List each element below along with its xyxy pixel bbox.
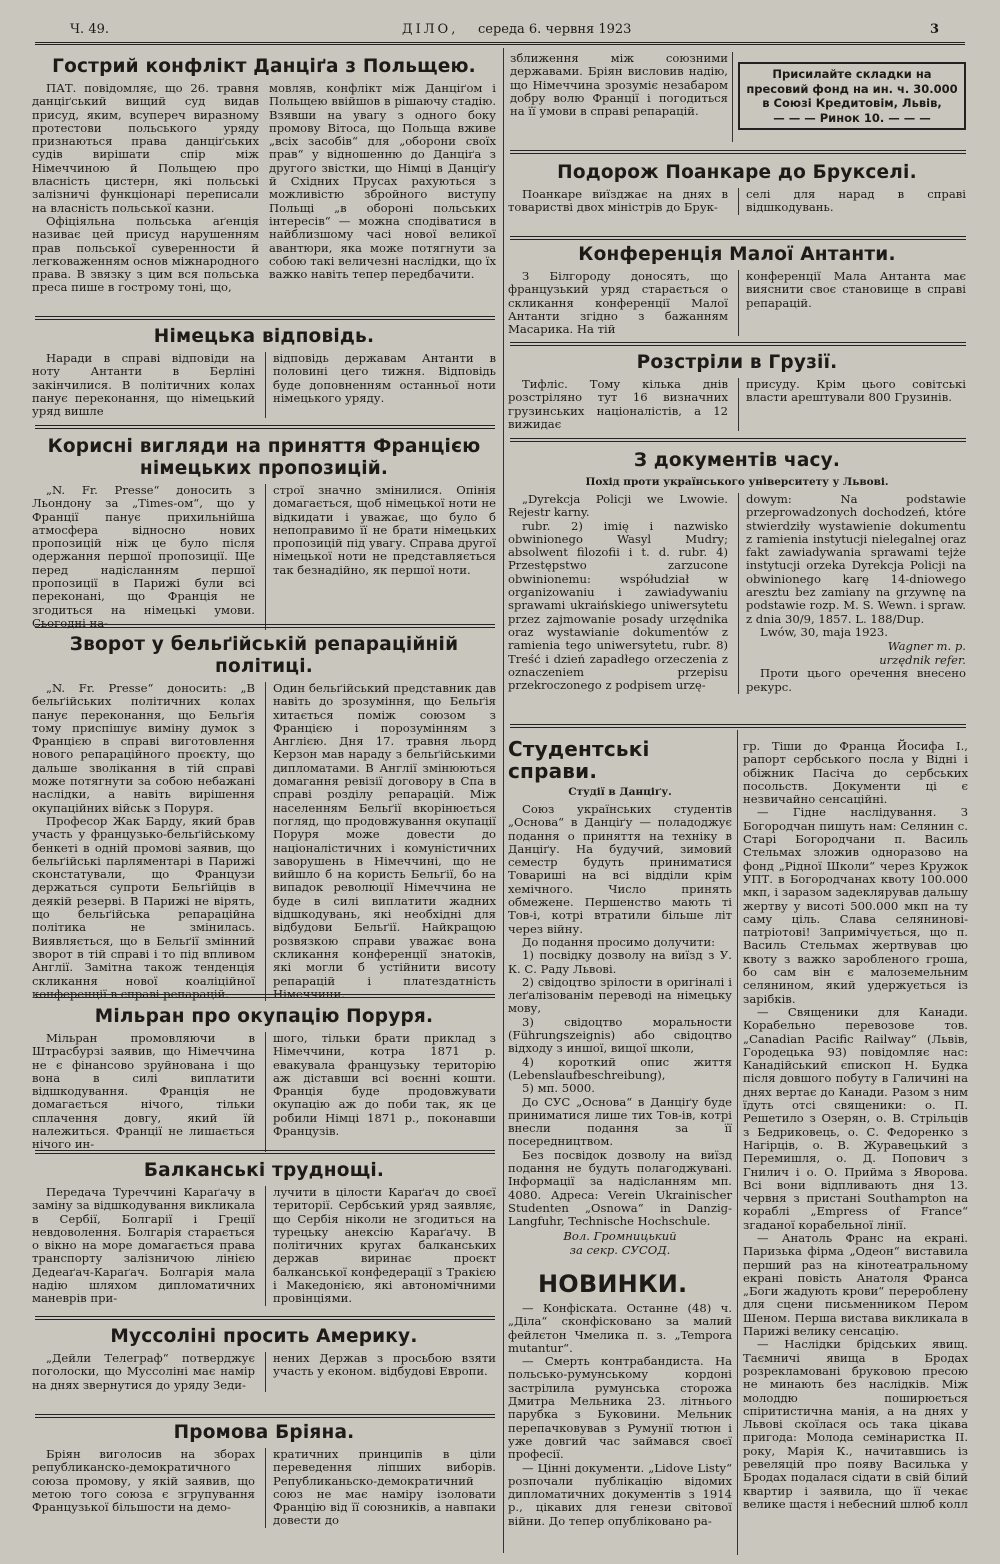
section-rule	[35, 1316, 495, 1320]
news-item: — Анатоль Франс на екрані. Паризька фірма „Одеон“ виставила перший раз на кінотеатральному екрані повість Анатоля Франса „Боги жадують крови“ перероблену для сцени письменником Пером Шеном. Перша вистава викликала в Парижі велику сенсацію.	[743, 1230, 968, 1339]
article-title: Мільран про окупацію Поруря.	[94, 1006, 434, 1027]
article-title: Балканські труднощі.	[143, 1160, 385, 1181]
news-item: гр. Тіши до Франца Йосифа I., рапорт сербського посла у Відні і обіжник Пасіча до сербських посольств. Документи ці є незвичайно сенсаційні.	[743, 739, 968, 807]
article-text: „N. Fr. Presse“ доносить: „В бельґійських політичних колах панує переконання, що Бельґія тому приспішує виміну думок з Францією в справі виготовлення нового репараційного проєкту, що дальше зволікання в тій справі може потягнути за собою небажані наслідки, а навіть вирішення окупаційних військ з Поруря.	[32, 681, 255, 815]
news-item: — Гідне наслідування. З Богородчан пишуть нам: Селянин с. Старі Богородчани п. Василь Стельмах зложив одноразово на фонд „Рідної Школи“ через Кружок УПТ. в Богородчанах квоту 100.000 мкп, і заразом задеклярував дальшу жертву у висоті 500.000 мкп на ту саму ціль. Слава селянинові-патріотові! Запримічується, що п. Василь Стельмах жертвував цю квоту з важко заробленого гроша, бо сам він є малоземельним селянином, який удержується із зарібків.	[743, 805, 968, 1006]
section-rule	[510, 150, 966, 154]
article-text: rubr. 2) imię i nazwisko obwinionego Wasyl Mudry; absolwent filozofii i t. d. rubr. 4) Przestępstwo zarzucone obwinionemu: współudział w organizowaniu i zawiadywaniu sprawami ukraińskiego uniwersytetu przez zajmowanie posady urzędnika oraz wystawianie dokumentów z ramienia tego uniwersytetu, rubr. 8) Treść i dzień zapadłego orzeczenia z oznaczeniem przepisu przekroczonego z podpisem urzę-	[508, 518, 728, 693]
article-belgian-turn	[32, 634, 496, 1001]
section-rule	[510, 236, 966, 240]
ad-line: — — — Ринок 10. — — —	[773, 110, 931, 125]
column-divider	[737, 730, 738, 1555]
news-item: — Цінні документи. „Lidove Listy“ розпочали публікацію відомих дипломатичних документів з 1914 р., цікавих для генези світової війни. До тепер опубліковано ра-	[508, 1460, 732, 1528]
news-item: — Наслідки брідських явищ. Таємничі явища в Бродах розрекламовані бруковою пресою не минають без наслідків. Між молоддю поширюється спіритистична манія, а на днях у Львові скоїлася ось така цікава пригода: Молода семінаристка II. року, Марія К., начитавшись із ревеляцій про появу Василька у Бродах подалася сідати в свій білий квартир і заявила, що її чекає велике щастя і небесний шлюб колл	[743, 1337, 968, 1511]
article-text: конференції Мала Антанта має вияснити своє становище в справі репарацій.	[746, 269, 966, 310]
issue-date: середа 6. червня 1923	[478, 22, 632, 37]
article-text: лучити в цілости Караґач до своєї території. Сербський уряд заявляє, що Сербія ніколи не згодиться на турецьку анексію Караґачу. В політичних кругах балканських держав виринає проєкт балканської конфедерації з Тракією і Македонією, які автономічними провінціями.	[273, 1185, 496, 1306]
article-text: Мільран промовляючи в Штрасбурзі заявив, що Німеччина не є фінансово зруйнована і що вона в силі виплатити відшкодування. Франція не домагається нічого, тільки сплачення довгу, який їй належиться. Франції не лишається нічого ин-	[32, 1031, 255, 1152]
article-little-entente	[508, 244, 966, 336]
section-rule	[35, 624, 495, 628]
list-item: 5) мп. 5000.	[522, 1081, 595, 1096]
article-poincare	[508, 162, 966, 234]
article-subtitle: Похід проти українського університету у Львові.	[585, 476, 889, 488]
page-number: 3	[930, 22, 940, 37]
article-students	[508, 738, 732, 1298]
column-divider	[732, 52, 733, 142]
article-text: Передача Туреччині Караґачу в заміну за відшкодування викликала в Сербії, Болгарії і Греції невдоволення. Болгарія старається о вікно на море домагається права транспорту залізничою лінією Дедеаґач-Караґач. Болгарія мала надію шляхом дипломатичних маневрів при-	[32, 1185, 255, 1306]
section-rule	[510, 342, 966, 346]
signature: Вол. Громницький	[563, 1228, 677, 1243]
article-text: строї значно змінилися. Опінія домагається, щоб німецької ноти не відкидати і уважає, що було б непоправимо її не брати німецьких пропозицій під увагу. Справа другої німецької ноти не представляється так безнадійно, як першої ноти.	[273, 483, 496, 577]
page-header	[42, 18, 962, 44]
article-title: Гострий конфлікт Данціґа з Польщею.	[52, 56, 476, 77]
article-millerand	[32, 1006, 496, 1152]
article-text: Lwów, 30, maja 1923.	[760, 624, 888, 639]
article-text: Проти цього оречення внесено рекурс.	[746, 666, 966, 694]
article-text: Один бельґійський представник дав навіть до зрозуміння, що Бельґія хитається поміж союзом з Францією і порозумінням з Англією. Дня 17. травня льорд Керзон мав нараду з бельґійськими дипломатами. В Англії змінюються домагання ревізії договору в Спа в справі розділу репарацій. Між населенням Бельґії вкорінюється погляд, що продовжування окупації Поруря може довести до націоналістичних і комуністичних заворушень в Німеччині, що не вийшло б на користь Бельґії, бо на випадок революції Німеччина не буде в силі виплатити жадних відшкодувань, які необхідні для відбудови Бельґії. Найкращою розвязкою справи уважає вона скликання конференції знатоків, які могли б устійнити висоту репарацій і платездатність Німеччини.	[273, 681, 496, 1001]
article-text: Поанкаре виїзджає на днях в товаристві двох міністрів до Брук-	[508, 187, 728, 215]
article-georgia	[508, 352, 966, 434]
news-item: — Смерть контрабандиста. На польсько-румунському кордоні застрілила румунська сторожа Дмитра Мельника 23. літнього парубка з Буковини. Мельник перепачковував з Румунії тютюн і уже довгий час займався своєї професії.	[508, 1354, 732, 1462]
list-item: 2) свідоцтво зрілости в оригіналі і леґалізованім переводі на німецьку мову,	[508, 974, 732, 1016]
article-text: шого, тільки брати приклад з Німеччини, котра 1871 р. евакувала французьку територію аж діставши всі воєнні кошти. Франція буде продовжувати окупацію аж до поби так, як це робили Німці 1871 р., поконавши Французів.	[273, 1031, 496, 1139]
section-rule	[510, 724, 966, 728]
article-title: Зворот у бельґійській репараційній політиці.	[69, 634, 459, 677]
article-text: Професор Жак Барду, який брав участь у французько-бельґійському бенкеті в одній промові заявив, що бельґійські парляментарі в Парижі сконстатували, що Французи держаться супроти Бельґійців в деякій резерві. В Парижі не вірять, що бельґійська репараційна політика не змінилась. Виявляється, що в Бельґії змінний зворот в тій справі і то під впливом Англії. Замітна також тенденція скликання нової коаліційної конференції в справі репарацій.	[32, 813, 255, 1001]
article-text: „Дейли Телеграф“ потверджує поголоски, що Муссоліні має намір на днях звернутися до уряду Зеди-	[32, 1351, 255, 1392]
article-briand	[32, 1422, 496, 1558]
signature: за секр. СУСОД.	[569, 1242, 671, 1257]
article-text: кратичних принципів в ціли переведення ліпших виборів. Републиканьско-демократичний союз не має наміру ізоловати Францію від її союзників, а навпаки довести до	[273, 1447, 496, 1528]
article-text: Бріян виголосив на зборах републиканско-демократичного союза промову, у якій заявив, що метою того союза є згрупування Французької більшости на демо-	[32, 1447, 255, 1515]
article-title: Розстріли в Грузії.	[636, 352, 838, 373]
article-title: Студентські справи.	[508, 737, 650, 783]
article-text: Без посвідок дозволу на виїзд подання не будуть полагоджувані. Інформації за надісланням мп. 4080. Адреса: Verein Ukrainischer Studenten „Osnowa“ in Danzig-Langfuhr, Technische Hochschule.	[508, 1147, 732, 1229]
section-rule	[35, 316, 495, 320]
ad-line: Присилайте складки на пресовий фонд на ин. ч. 30.000	[746, 67, 958, 96]
article-title: Муссоліні просить Америку.	[110, 1326, 418, 1347]
section-title: НОВИНКИ.	[538, 1270, 688, 1298]
section-rule	[35, 1150, 495, 1154]
article-mussolini	[32, 1326, 496, 1410]
article-text: відповідь державам Антанти в половині цего тижня. Відповідь буде доповненням останньої ноти німецького уряду.	[273, 351, 496, 405]
section-rule	[35, 425, 495, 429]
article-french-views	[32, 436, 496, 630]
article-title: Конференція Малої Антанти.	[578, 244, 896, 265]
section-rule	[510, 438, 966, 442]
article-text: Тифліс. Тому кілька днів розстріляно тут 16 визначних грузинських націоналістів, а 12 вижидає	[508, 377, 728, 431]
issue-number: Ч. 49.	[70, 22, 109, 37]
article-briand-continued	[510, 52, 728, 144]
press-fund-ad	[738, 62, 966, 140]
article-text: До подання просимо долучити:	[522, 934, 716, 949]
article-text: До СУС „Основа“ в Данціґу буде приниматися лише тих Тов-ів, котрі внесли подання за її посередництвом.	[508, 1094, 732, 1149]
article-text: Офіціяльна польська аґенція називає цей присуд нарушенням прав польської суверенности й легковаженням основ міжнародного права. В звязку з цим вся польська преса пише в гострому тоні, що,	[32, 213, 259, 295]
article-text: Союз українських студентів „Основа“ в Данціґу — поладоджує подання о приняття на техніку в Данціґу. На будучий, зимовий семестр будуть приниматися Товариші на всі відділи крім хемічного. Число принять обмежене. Першенство мають ті Тов-і, котрі втратили більше літ через війну.	[508, 802, 732, 936]
list-item: 4) короткий опис життя (Lebenslaufbeschreibung),	[508, 1054, 732, 1082]
article-title: З документів часу.	[633, 450, 841, 471]
header-rule	[35, 42, 965, 45]
section-rule	[35, 994, 495, 998]
column-divider	[503, 48, 504, 1553]
article-text: мовляв, конфлікт між Данціґом і Польщею ввійшов в рішаючу стадію. Взявши на увагу з одного боку промову Вітоса, що Польща вживе „всіх засобів“ для „оборони своїх прав“ у відношенню до Данціґа з другого звістки, що Німці в Данціґу й Східних Прусах рахуються з можливістю збройного виступу Польщі „в обороні польських інтересів“ — можна сподіватися в найблизшому часі нової великої авантюри, яка може потягнути за собою такі величезні наслідки, що їх важко навіть тепер передбачити.	[269, 81, 497, 282]
news-item: — Конфіската. Останне (48) ч. „Діла“ сконфісковано за малий фейлєтон Чмелика п. з. „Tempora mutantur“.	[508, 1301, 732, 1355]
article-text: присуду. Крім цього совітські власти арештували 800 Грузинів.	[746, 377, 966, 405]
article-text: З Білгороду доносять, що французький уряд старається о скликання конференції Малої Антанти згідно з бажанням Масарика. На тій	[508, 269, 728, 337]
article-documents	[508, 450, 966, 720]
list-item: 3) свідоцтво моральности (Führungszeignis) або свідоцтво відходу з иншої, вищої школи,	[508, 1014, 732, 1056]
article-text: нених Держав з просьбою взяти участь у економ. відбудові Европи.	[273, 1351, 496, 1379]
article-text: Наради в справі відповіди на ноту Антанти в Берліні закінчилися. В політичних колах панує переконання, що німецький уряд вишле	[32, 351, 255, 419]
list-item: 1) посвідку дозволу на виїзд з У. К. С. Раду Львові.	[508, 948, 732, 976]
article-text: ПАТ. повідомляє, що 26. травня данціґський вищий суд видав присуд, яким, всупереч виразному протестови польського уряду признаються права данціґських судів вирішати спір між Німеччиною й Польщею про власність цистерн, які польські залізничі функціонарі переписали на власність польської казни.	[32, 81, 259, 215]
signature: urzędnik refer.	[879, 653, 966, 668]
article-danzig	[32, 56, 496, 302]
news-section	[508, 1270, 732, 1560]
article-text: „N. Fr. Presse“ доносить з Льондону за „Times-ом“, що у Франції панує прихильнійша атмосфера відносно нових пропозицій ніж це було після одержання першої пропозиції. Ще перед надісланням першої пропозиції в Парижі були всі переконані, що Франція не згодиться на німецькі умови. Сьогодні на-	[32, 483, 255, 630]
article-text: селі для нарад в справі відшкодувань.	[746, 187, 966, 215]
ad-line: в Союзі Кредитовім, Львів,	[762, 96, 942, 110]
article-subtitle: Студії в Данціґу.	[568, 786, 672, 798]
article-german-reply	[32, 326, 496, 418]
article-text: dowym: Na podstawie przeprowadzonych dochodzeń, które stwierdziły wystawienie dokumentu z ramienia instytucji nielegalnej oraz fakt zawiadywania sprawami tejże instytucji orzeka Dyrekcja Policji na obwinionego karę 14-dniowego aresztu bez zamiany na grzywnę na podstawie rozp. M. S. Wewn. i spraw. z dnia 30/9, 1857. L. 188/Dup.	[746, 492, 966, 626]
ad-box	[738, 62, 966, 130]
news-section-continued	[743, 740, 968, 1558]
article-text: зближення між союзними державами. Бріян висловив надію, що Німеччина зрозуміє незабаром добру волю Франції і погодиться на її умови в справі репарацій.	[510, 51, 728, 119]
paper-name: ДІЛО,	[402, 22, 459, 37]
article-title: Подорож Поанкаре до Брукселі.	[557, 162, 917, 183]
article-title: Промова Бріяна.	[173, 1422, 355, 1443]
article-title: Німецька відповідь.	[153, 326, 375, 347]
signature: Wagner m. p.	[887, 639, 966, 654]
article-text: „Dyrekcja Policji we Lwowie. Rejestr karny.	[508, 492, 728, 520]
section-rule	[35, 1414, 495, 1418]
article-title: Корисні вигляди на приняття Францією німецьких пропозицій.	[47, 436, 481, 479]
article-balkans	[32, 1160, 496, 1308]
news-item: — Священики для Канади. Корабельно перевозове тов. „Canadian Pacific Railway“ (Львів, Городецька 93) повідомляє нас: Канадійський єпископ Н. Будка після довшого побуту в Галичині на днях вертає до Канади. Разом з ним їдуть отсі священики: о. П. Решетило з Озерян, о. В. Стрільців з Бедриковець, о. С. Федоренко з Нагірців, о. В. Журавецький з Перемишля, о. Д. Попович з Гнилич і о. О. Приймa з Яворова. Всі вони відпливають дня 13. червня з пристані Southampton на кораблі „Empress of France“ згаданої корабельної лінії.	[743, 1004, 968, 1232]
